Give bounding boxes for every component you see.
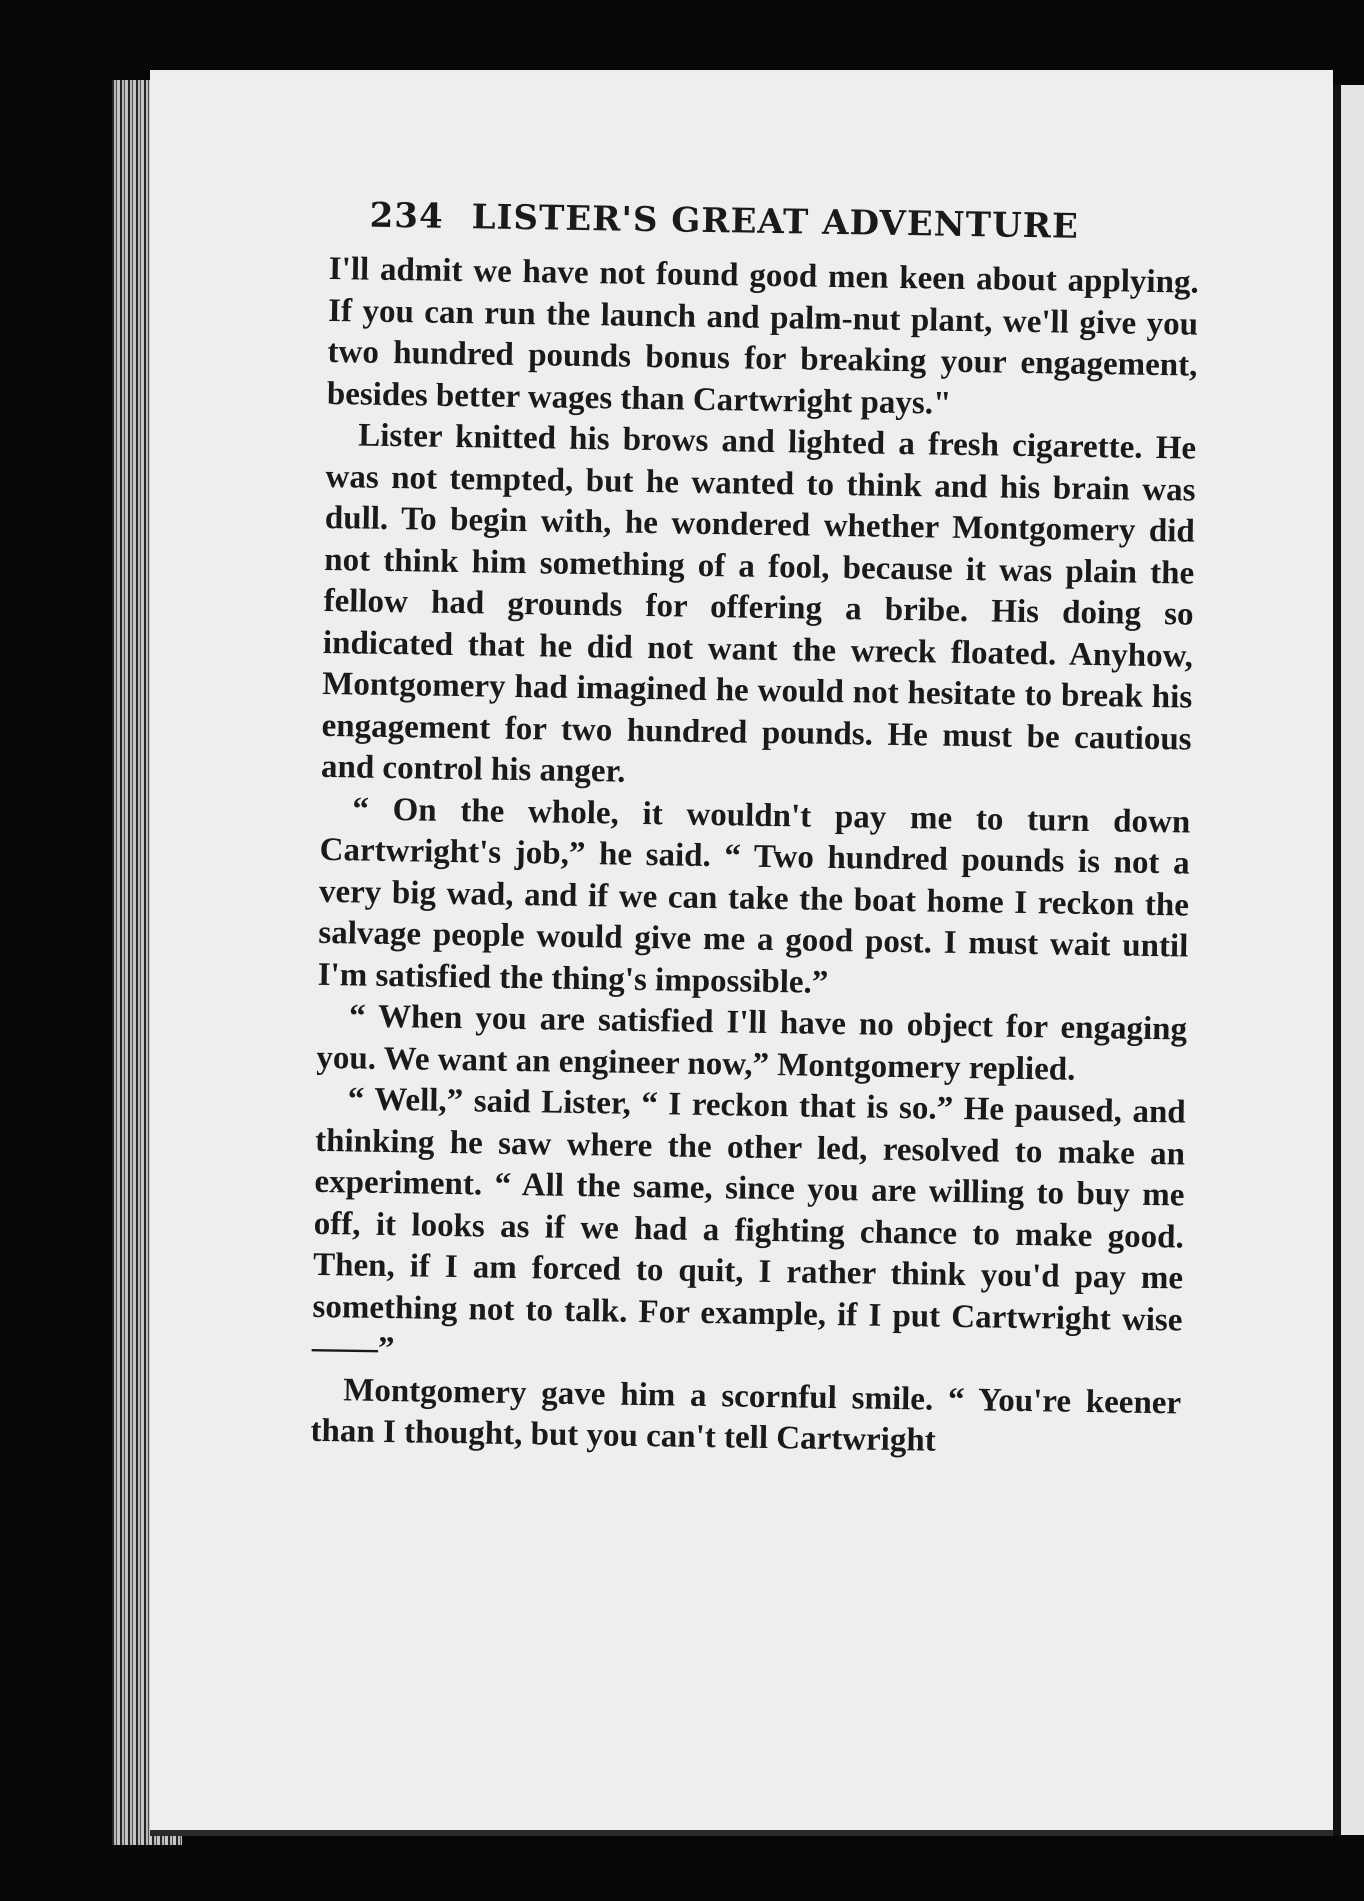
paragraph-3: “ On the whole, it wouldn't pay me to turn down Cartwright's job,” he said. “ Two hundred pounds is not a very big wad, and if we can take the boat home I reckon the salvage people would give me a good post. I must wait until I'm satisfied the thing's impossible.” [317,790,1191,1001]
running-head: LISTER'S GREAT ADVENTURE [471,197,1080,247]
paragraph-6: Montgomery gave him a scornful smile. “ You're keener than I thought, but you can't tell Cartwright [310,1371,1182,1459]
facing-page-edge [1333,85,1364,1835]
paragraph-5: “ Well,” said Lister, “ I reckon that is so.” He paused, and thinking he saw where the other led, resolved to make an experiment. “ All the same, since you are willing to buy me off, it looks as if we had a fighting chance to make good. Then, if I am forced to quit, I rather think you'd pay me something not to talk. For example, if I put Cartwright wise ——” [311,1081,1186,1368]
page-number: 234 [369,195,444,237]
page-text-block [310,195,1200,1466]
paragraph-1: I'll admit we have not found good men keen about applying. If you can run the launch and palm-nut plant, we'll give you two hundred pounds bonus for breaking your engagement, besides better wages than Cartwright pays." [326,250,1200,422]
paragraph-4: “ When you are satisfied I'll have no object for engaging you. We want an engineer now,” Montgomery replied. [316,998,1188,1088]
paragraph-2: Lister knitted his brows and lighted a fresh cigarette. He was not tempted, but he wanted to think and his brain was dull. To begin with, he wondered whether Montgomery did not think him something of a fool, because it was plain the fellow had grounds for offering a bribe. His doing so indicated that he did not want the wreck floated. Anyhow, Montgomery had imagined he would not hesitate to break his engagement for two hundred pounds. He must be cautious and control his anger. [320,417,1197,790]
